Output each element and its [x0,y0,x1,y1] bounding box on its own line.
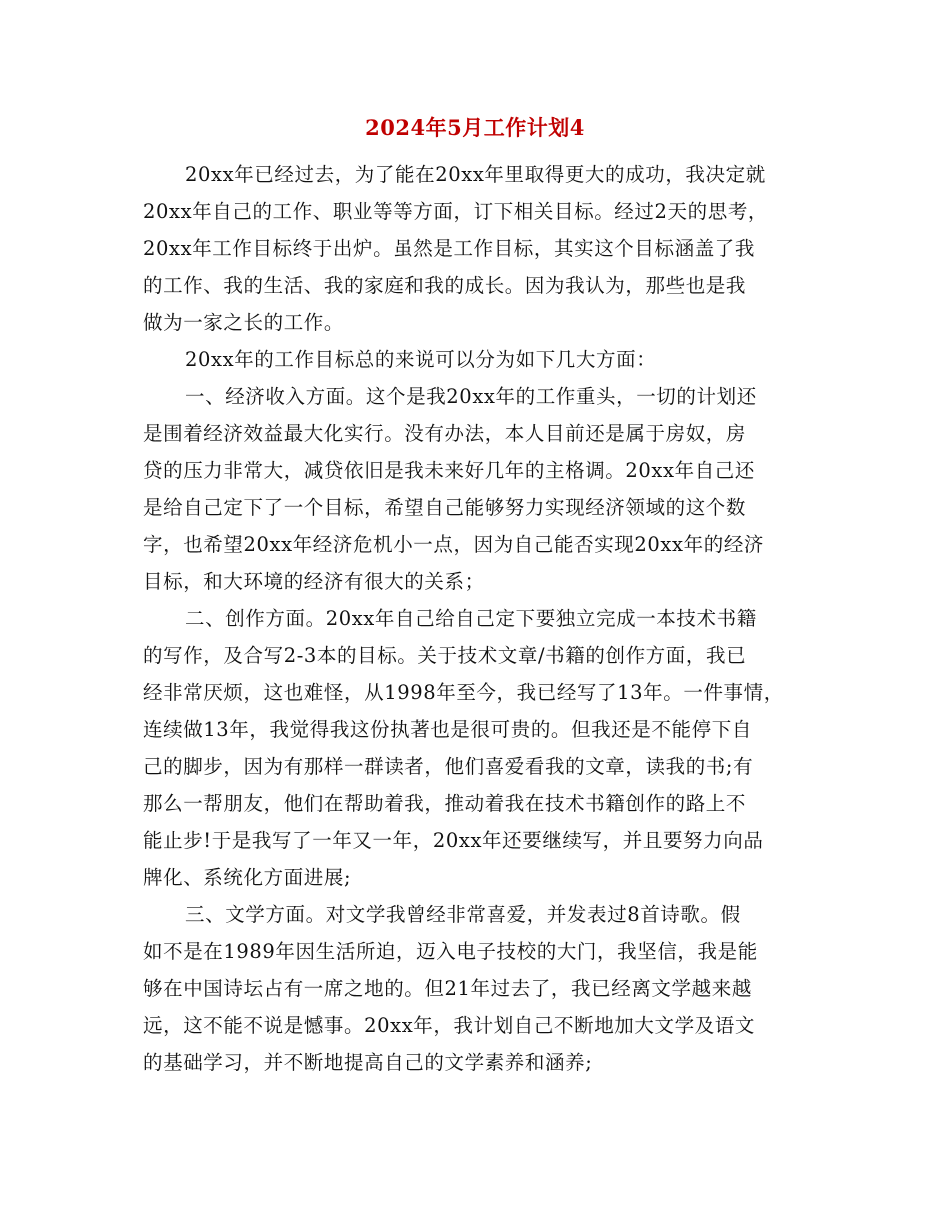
paragraph-line: 20xx年工作目标终于出炉。虽然是工作目标，其实这个目标涵盖了我 [143,237,756,260]
paragraph-line: 的写作，及合写2-3本的目标。关于技术文章/书籍的创作方面，我已 [143,644,747,667]
paragraph-line: 20xx年自己的工作、职业等等方面，订下相关目标。经过2天的思考， [143,200,769,223]
paragraph-line: 做为一家之长的工作。 [143,311,345,334]
paragraph-line: 的基础学习，并不断地提高自己的文学素养和涵养; [143,1051,593,1074]
paragraph-line: 20xx年的工作目标总的来说可以分为如下几大方面： [185,348,657,371]
paragraph-line: 能止步!于是我写了一年又一年，20xx年还要继续写，并且要努力向品 [143,829,764,852]
paragraph-line: 经非常厌烦，这也难怪，从1998年至今，我已经写了13年。一件事情， [143,681,784,704]
paragraph-line: 那么一帮朋友，他们在帮助着我，推动着我在技术书籍创作的路上不 [143,792,747,815]
paragraph-line: 连续做13年，我觉得我这份执著也是很可贵的。但我还是不能停下自 [143,718,752,741]
document-title: 2024年5月工作计划4 [365,115,585,140]
paragraph-line: 己的脚步，因为有那样一群读者，他们喜爱看我的文章，读我的书;有 [143,755,754,778]
paragraph-line: 的工作、我的生活、我的家庭和我的成长。因为我认为，那些也是我 [143,274,747,297]
paragraph-line: 字，也希望20xx年经济危机小一点，因为自己能否实现20xx年的经济 [143,533,765,556]
paragraph-line: 三、文学方面。对文学我曾经非常喜爱，并发表过8首诗歌。假 [185,903,741,926]
paragraph-line: 目标，和大环境的经济有很大的关系； [143,570,485,593]
paragraph-line: 是给自己定下了一个目标，希望自己能够努力实现经济领域的这个数 [143,496,747,519]
paragraph-line: 贷的压力非常大，减贷依旧是我未来好几年的主格调。20xx年自己还 [143,459,756,482]
paragraph-line: 20xx年已经过去，为了能在20xx年里取得更大的成功，我决定就 [185,163,766,186]
paragraph-line: 一、经济收入方面。这个是我20xx年的工作重头，一切的计划还 [185,385,757,408]
paragraph-line: 是围着经济效益最大化实行。没有办法，本人目前还是属于房奴，房 [143,422,747,445]
paragraph-line: 牌化、系统化方面进展; [143,866,352,889]
paragraph-line: 如不是在1989年因生活所迫，迈入电子技校的大门，我坚信，我是能 [143,940,758,963]
paragraph-line: 够在中国诗坛占有一席之地的。但21年过去了，我已经离文学越来越 [143,977,752,1000]
paragraph-line: 远，这不能不说是憾事。20xx年，我计划自己不断地加大文学及语文 [143,1014,756,1037]
paragraph-line: 二、创作方面。20xx年自己给自己定下要独立完成一本技术书籍 [185,607,757,630]
